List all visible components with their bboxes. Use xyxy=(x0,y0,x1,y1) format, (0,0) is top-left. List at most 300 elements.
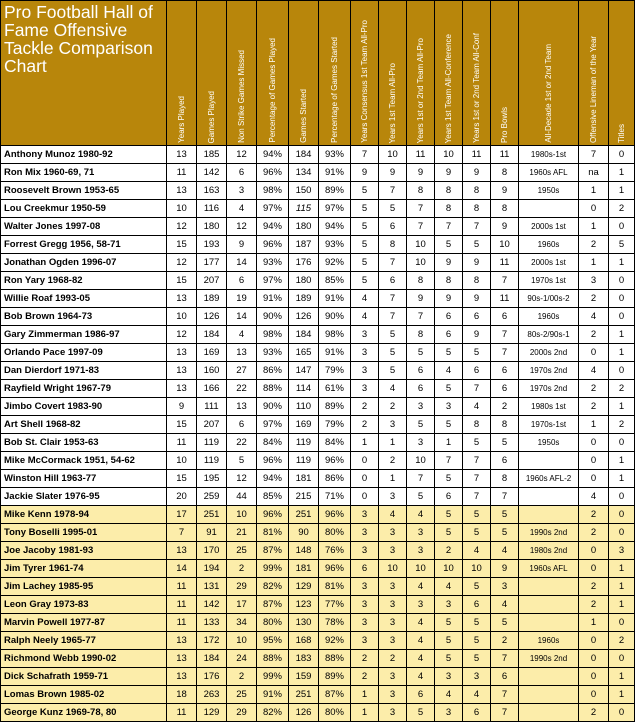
table-cell: 3 xyxy=(435,398,463,416)
table-row xyxy=(1,146,635,164)
table-cell: 89% xyxy=(319,182,351,200)
table-cell: 79% xyxy=(319,416,351,434)
table-cell: 4 xyxy=(227,200,257,218)
table-cell: 97% xyxy=(257,200,289,218)
table-row xyxy=(1,164,635,182)
player-name: Joe Jacoby 1981-93 xyxy=(1,542,167,560)
table-cell: 5 xyxy=(609,236,635,254)
table-cell: 7 xyxy=(435,218,463,236)
table-cell: 0 xyxy=(579,542,609,560)
table-cell: 6 xyxy=(435,326,463,344)
table-cell: 13 xyxy=(167,182,197,200)
table-cell: 3 xyxy=(351,578,379,596)
table-cell: 17 xyxy=(227,596,257,614)
player-name: Bob Brown 1964-73 xyxy=(1,308,167,326)
table-cell: 4 xyxy=(407,632,435,650)
table-cell: 3 xyxy=(407,398,435,416)
table-cell xyxy=(519,488,579,506)
table-cell: 82% xyxy=(257,578,289,596)
table-cell: 6 xyxy=(463,308,491,326)
table-cell: 184 xyxy=(197,650,227,668)
table-cell: 92% xyxy=(319,632,351,650)
table-cell: 96% xyxy=(319,506,351,524)
table-cell xyxy=(519,668,579,686)
table-cell: 12 xyxy=(227,470,257,488)
table-cell xyxy=(519,200,579,218)
table-cell: 1 xyxy=(609,398,635,416)
table-cell: 1960s AFL-2 xyxy=(519,470,579,488)
column-header: Non Strike Games Missed xyxy=(227,1,257,146)
table-cell: 1 xyxy=(379,470,407,488)
player-name: Dan Dierdorf 1971-83 xyxy=(1,362,167,380)
table-cell: 251 xyxy=(289,506,319,524)
table-cell: 7 xyxy=(463,488,491,506)
table-cell: 10 xyxy=(407,236,435,254)
table-cell: 189 xyxy=(197,290,227,308)
table-cell: 10 xyxy=(435,560,463,578)
table-cell: 176 xyxy=(197,668,227,686)
table-cell: 187 xyxy=(289,236,319,254)
table-cell: 13 xyxy=(167,542,197,560)
table-cell: 5 xyxy=(463,578,491,596)
table-cell: 29 xyxy=(227,704,257,722)
table-cell: 17 xyxy=(167,506,197,524)
table-cell: 98% xyxy=(257,326,289,344)
table-cell: 129 xyxy=(289,578,319,596)
table-cell: 183 xyxy=(289,650,319,668)
table-cell: 8 xyxy=(491,416,519,434)
table-cell: 5 xyxy=(491,524,519,542)
table-cell: 11 xyxy=(167,578,197,596)
table-cell: 2 xyxy=(379,398,407,416)
table-cell: 12 xyxy=(167,326,197,344)
table-row xyxy=(1,254,635,272)
table-cell: 9 xyxy=(351,164,379,182)
table-cell: 0 xyxy=(579,686,609,704)
table-cell: 123 xyxy=(289,596,319,614)
table-cell: 3 xyxy=(227,182,257,200)
table-cell: 6 xyxy=(227,272,257,290)
table-cell: 8 xyxy=(491,164,519,182)
column-header: Percentage of Games Started xyxy=(319,1,351,146)
table-cell: 10 xyxy=(491,236,519,254)
table-cell: 6 xyxy=(227,416,257,434)
table-cell: 1980s 1st xyxy=(519,398,579,416)
table-cell: 25 xyxy=(227,542,257,560)
table-cell: 13 xyxy=(167,290,197,308)
table-cell: 11 xyxy=(167,164,197,182)
table-cell: 1 xyxy=(609,596,635,614)
table-cell: 8 xyxy=(463,182,491,200)
table-cell: 3 xyxy=(379,686,407,704)
table-cell: 4 xyxy=(227,326,257,344)
table-cell: 177 xyxy=(197,254,227,272)
table-cell: 4 xyxy=(407,578,435,596)
table-row xyxy=(1,434,635,452)
column-header: Games Started xyxy=(289,1,319,146)
table-cell xyxy=(519,614,579,632)
table-cell: 0 xyxy=(609,272,635,290)
table-cell: 150 xyxy=(289,182,319,200)
table-cell: 76% xyxy=(319,542,351,560)
table-cell: 5 xyxy=(227,452,257,470)
table-cell: 25 xyxy=(227,686,257,704)
table-cell: 10 xyxy=(379,146,407,164)
table-cell: 97% xyxy=(319,200,351,218)
table-cell: 169 xyxy=(289,416,319,434)
player-name: Winston Hill 1963-77 xyxy=(1,470,167,488)
table-cell: 2 xyxy=(435,542,463,560)
table-cell: 193 xyxy=(197,236,227,254)
table-cell: 24 xyxy=(227,650,257,668)
table-cell: 3 xyxy=(379,596,407,614)
table-cell: 90% xyxy=(257,308,289,326)
table-cell: 0 xyxy=(351,488,379,506)
table-cell: 0 xyxy=(579,452,609,470)
table-cell: 1 xyxy=(609,182,635,200)
player-name: Rayfield Wright 1967-79 xyxy=(1,380,167,398)
column-header: Years 1st Team All-Conference xyxy=(435,1,463,146)
table-cell: 9 xyxy=(491,560,519,578)
table-cell: 96% xyxy=(257,506,289,524)
table-cell: 114 xyxy=(289,380,319,398)
table-cell: 9 xyxy=(435,164,463,182)
table-cell: 94% xyxy=(257,470,289,488)
table-cell: 3 xyxy=(351,596,379,614)
table-cell: 0 xyxy=(609,524,635,542)
table-cell: 3 xyxy=(407,434,435,452)
table-row xyxy=(1,416,635,434)
table-cell: 7 xyxy=(379,182,407,200)
table-cell: 11 xyxy=(167,434,197,452)
table-cell: 8 xyxy=(407,272,435,290)
table-cell: 5 xyxy=(435,236,463,254)
table-body xyxy=(1,146,635,722)
table-cell: 1960s xyxy=(519,308,579,326)
table-cell: 2 xyxy=(579,326,609,344)
table-cell: 94% xyxy=(257,218,289,236)
table-cell: 4 xyxy=(407,668,435,686)
table-cell: 10 xyxy=(227,632,257,650)
table-cell: 3 xyxy=(351,542,379,560)
table-cell xyxy=(519,704,579,722)
table-cell: 7 xyxy=(463,452,491,470)
table-cell: 89% xyxy=(319,398,351,416)
table-cell: 29 xyxy=(227,578,257,596)
table-row xyxy=(1,650,635,668)
table-cell: 0 xyxy=(351,452,379,470)
table-cell: 5 xyxy=(435,380,463,398)
table-cell: 5 xyxy=(407,344,435,362)
table-cell: 12 xyxy=(167,254,197,272)
table-cell: 5 xyxy=(435,650,463,668)
table-cell: 1 xyxy=(609,578,635,596)
table-cell: 1980s-1st xyxy=(519,146,579,164)
table-cell: 129 xyxy=(197,704,227,722)
table-cell: 6 xyxy=(491,380,519,398)
table-cell: 88% xyxy=(257,380,289,398)
table-cell: 11 xyxy=(167,596,197,614)
table-cell xyxy=(519,596,579,614)
table-row xyxy=(1,200,635,218)
table-cell: 142 xyxy=(197,164,227,182)
table-cell: 185 xyxy=(197,146,227,164)
player-name: Mike Kenn 1978-94 xyxy=(1,506,167,524)
table-cell: 96% xyxy=(257,236,289,254)
table-cell: 0 xyxy=(579,344,609,362)
table-cell: 184 xyxy=(289,146,319,164)
table-row xyxy=(1,632,635,650)
table-row xyxy=(1,686,635,704)
table-cell: 10 xyxy=(379,560,407,578)
table-cell: 2 xyxy=(579,578,609,596)
table-row xyxy=(1,182,635,200)
table-cell: 181 xyxy=(289,470,319,488)
table-cell: 7 xyxy=(379,308,407,326)
table-cell: 14 xyxy=(227,308,257,326)
table-cell: 5 xyxy=(463,236,491,254)
table-cell: 2 xyxy=(579,524,609,542)
table-cell: 1970s 1st xyxy=(519,272,579,290)
table-cell: 0 xyxy=(579,650,609,668)
table-cell: 5 xyxy=(379,200,407,218)
table-cell: 5 xyxy=(435,632,463,650)
player-name: Anthony Munoz 1980-92 xyxy=(1,146,167,164)
table-cell: 91 xyxy=(197,524,227,542)
table-cell: 11 xyxy=(491,254,519,272)
player-name: Ralph Neely 1965-77 xyxy=(1,632,167,650)
table-cell: 78% xyxy=(319,614,351,632)
table-cell: 99% xyxy=(257,560,289,578)
table-cell: 207 xyxy=(197,272,227,290)
table-cell: 97% xyxy=(257,272,289,290)
table-cell: 5 xyxy=(463,632,491,650)
table-cell: 1990s 2nd xyxy=(519,524,579,542)
table-cell: 5 xyxy=(407,704,435,722)
table-row xyxy=(1,704,635,722)
table-cell: 9 xyxy=(463,326,491,344)
table-cell: 4 xyxy=(579,488,609,506)
table-cell: 119 xyxy=(197,452,227,470)
table-row xyxy=(1,542,635,560)
table-cell: 8 xyxy=(463,200,491,218)
table-cell: 116 xyxy=(197,200,227,218)
table-cell: 8 xyxy=(435,182,463,200)
table-cell: 4 xyxy=(407,506,435,524)
table-cell: 0 xyxy=(609,650,635,668)
table-cell: 44 xyxy=(227,488,257,506)
table-cell: 90 xyxy=(289,524,319,542)
table-cell: 1 xyxy=(379,434,407,452)
player-name: Dick Schafrath 1959-71 xyxy=(1,668,167,686)
table-cell: 14 xyxy=(167,560,197,578)
table-cell: 5 xyxy=(351,218,379,236)
table-cell: 89% xyxy=(319,668,351,686)
table-cell: 184 xyxy=(289,326,319,344)
table-cell: 11 xyxy=(167,704,197,722)
table-cell: 1 xyxy=(351,704,379,722)
table-cell: 1 xyxy=(579,614,609,632)
table-cell: 11 xyxy=(491,290,519,308)
table-cell: 2 xyxy=(351,398,379,416)
table-cell: 5 xyxy=(435,470,463,488)
table-cell: 2 xyxy=(579,704,609,722)
table-cell: 7 xyxy=(463,218,491,236)
table-cell: 6 xyxy=(227,164,257,182)
table-cell: 5 xyxy=(463,434,491,452)
table-cell: 8 xyxy=(463,416,491,434)
table-cell: 1 xyxy=(609,452,635,470)
table-cell: 4 xyxy=(379,506,407,524)
table-cell: 5 xyxy=(351,200,379,218)
table-cell: 126 xyxy=(197,308,227,326)
table-cell: 3 xyxy=(351,632,379,650)
table-cell: 4 xyxy=(463,542,491,560)
table-cell: 5 xyxy=(407,488,435,506)
player-name: Walter Jones 1997-08 xyxy=(1,218,167,236)
table-cell: 13 xyxy=(167,380,197,398)
table-cell: 6 xyxy=(379,272,407,290)
table-cell: 1980s 2nd xyxy=(519,542,579,560)
table-cell: 0 xyxy=(579,668,609,686)
table-cell: 90% xyxy=(257,398,289,416)
table-cell: 77% xyxy=(319,596,351,614)
table-cell: 159 xyxy=(289,668,319,686)
table-cell: 13 xyxy=(167,650,197,668)
table-cell: 5 xyxy=(379,344,407,362)
table-cell: 3 xyxy=(379,488,407,506)
table-cell: 1 xyxy=(609,668,635,686)
player-name: Leon Gray 1973-83 xyxy=(1,596,167,614)
table-cell: 1 xyxy=(609,470,635,488)
table-cell: 2 xyxy=(351,668,379,686)
table-cell: 82% xyxy=(257,704,289,722)
table-cell: 2000s 1st xyxy=(519,254,579,272)
table-cell: 80% xyxy=(257,614,289,632)
table-cell xyxy=(519,506,579,524)
table-cell: 3 xyxy=(407,596,435,614)
table-cell: 10 xyxy=(167,308,197,326)
player-name: Ron Yary 1968-82 xyxy=(1,272,167,290)
table-cell: 169 xyxy=(197,344,227,362)
table-cell: 111 xyxy=(197,398,227,416)
table-cell: 91% xyxy=(319,290,351,308)
table-cell: 5 xyxy=(463,506,491,524)
table-row xyxy=(1,614,635,632)
table-cell: 13 xyxy=(227,398,257,416)
table-cell: 80s-2/90s-1 xyxy=(519,326,579,344)
table-row xyxy=(1,236,635,254)
table-cell: 7 xyxy=(407,308,435,326)
table-cell: 86% xyxy=(257,362,289,380)
table-cell: 18 xyxy=(167,686,197,704)
table-cell: 90% xyxy=(319,308,351,326)
table-cell: 5 xyxy=(435,416,463,434)
table-cell: 3 xyxy=(435,668,463,686)
table-cell: 6 xyxy=(463,704,491,722)
table-cell: 10 xyxy=(463,560,491,578)
table-cell: 7 xyxy=(379,254,407,272)
table-cell: 5 xyxy=(463,344,491,362)
table-cell: 1950s xyxy=(519,434,579,452)
table-cell: 4 xyxy=(579,362,609,380)
table-cell: 5 xyxy=(491,434,519,452)
table-row xyxy=(1,380,635,398)
table-cell: 9 xyxy=(435,254,463,272)
table-cell: 5 xyxy=(435,344,463,362)
table-cell: 1990s 2nd xyxy=(519,650,579,668)
table-cell: 3 xyxy=(379,542,407,560)
table-cell: 7 xyxy=(491,272,519,290)
table-cell: 3 xyxy=(379,524,407,542)
table-cell: 8 xyxy=(491,470,519,488)
table-cell: 84% xyxy=(319,434,351,452)
table-cell: 251 xyxy=(197,506,227,524)
table-row xyxy=(1,308,635,326)
table-cell: 7 xyxy=(463,380,491,398)
column-header: Pro Bowls xyxy=(491,1,519,146)
table-cell: 3 xyxy=(491,578,519,596)
table-cell: 1 xyxy=(351,686,379,704)
player-name: Marvin Powell 1977-87 xyxy=(1,614,167,632)
table-cell: 88% xyxy=(257,650,289,668)
table-cell: 3 xyxy=(379,578,407,596)
table-cell: 11 xyxy=(463,146,491,164)
table-cell: 6 xyxy=(351,560,379,578)
table-cell: 93% xyxy=(257,254,289,272)
table-cell: 99% xyxy=(257,668,289,686)
table-cell: 5 xyxy=(351,272,379,290)
table-row xyxy=(1,290,635,308)
player-name: Jonathan Ogden 1996-07 xyxy=(1,254,167,272)
table-cell: 1 xyxy=(435,434,463,452)
table-cell: 1960s AFL xyxy=(519,560,579,578)
table-cell: 134 xyxy=(289,164,319,182)
table-cell: 94% xyxy=(257,146,289,164)
table-cell: 2 xyxy=(579,380,609,398)
table-cell: 1 xyxy=(609,326,635,344)
table-cell: 160 xyxy=(197,362,227,380)
table-row xyxy=(1,596,635,614)
table-cell: 2 xyxy=(379,650,407,668)
table-cell: 22 xyxy=(227,434,257,452)
table-cell: 1 xyxy=(609,254,635,272)
table-cell: 251 xyxy=(289,686,319,704)
table-cell: 1970s-1st xyxy=(519,416,579,434)
table-cell: 9 xyxy=(491,218,519,236)
table-cell: 3 xyxy=(379,704,407,722)
table-cell: 4 xyxy=(463,686,491,704)
table-cell: 3 xyxy=(379,614,407,632)
table-cell: 163 xyxy=(197,182,227,200)
player-name: Art Shell 1968-82 xyxy=(1,416,167,434)
player-name: Ron Mix 1960-69, 71 xyxy=(1,164,167,182)
table-cell: 11 xyxy=(491,146,519,164)
table-cell: 4 xyxy=(435,578,463,596)
player-name: Jim Tyrer 1961-74 xyxy=(1,560,167,578)
table-cell: 2 xyxy=(491,398,519,416)
table-cell: 6 xyxy=(491,668,519,686)
table-cell: 94% xyxy=(319,218,351,236)
table-cell: 7 xyxy=(407,218,435,236)
table-cell: 15 xyxy=(167,236,197,254)
table-cell: 15 xyxy=(167,272,197,290)
table-cell: 126 xyxy=(289,704,319,722)
table-cell: 5 xyxy=(407,416,435,434)
table-cell: 91% xyxy=(257,290,289,308)
table-cell: 0 xyxy=(609,506,635,524)
table-cell: 3 xyxy=(351,344,379,362)
